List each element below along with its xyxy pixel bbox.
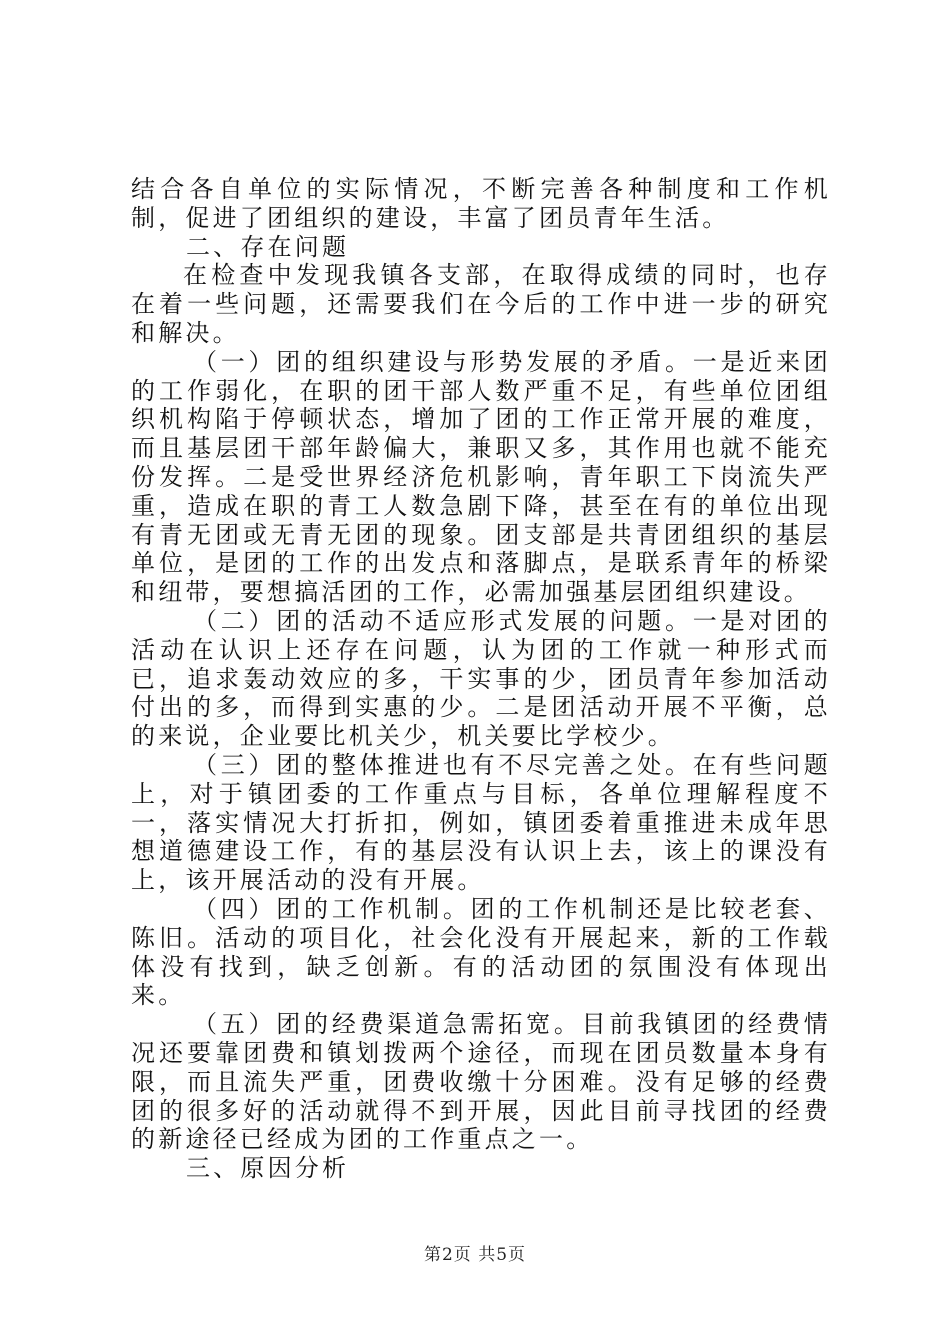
page-number-footer: 第2页 共5页 — [423, 1245, 527, 1265]
document-body — [131, 175, 831, 1183]
section-heading-problems: 二、存在问题 — [186, 232, 350, 261]
paragraph-problem-4: （四）团的工作机制。团的工作机制还是比较老套、陈旧。活动的项目化，社会化没有开展起来，新的工作载体没有找到，缺乏创新。有的活动团的氛围没有体现出来。 — [131, 894, 831, 1010]
section-heading-causes: 三、原因分析 — [186, 1154, 350, 1183]
paragraph-problem-2: （二）团的活动不适应形式发展的问题。一是对团的活动在认识上还存在问题，认为团的工作就一种形式而已，追求轰动效应的多，干实事的少，团员青年参加活动付出的多，而得到实惠的少。二是团活动开展不平衡，总的来说，企业要比机关少，机关要比学校少。 — [131, 606, 831, 751]
paragraph-problem-1: （一）团的组织建设与形势发展的矛盾。一是近来团的工作弱化，在职的团干部人数严重不足，有些单位团组织机构陷于停顿状态，增加了团的工作正常开展的难度，而且基层团干部年龄偏大，兼职又多，其作用也就不能充份发挥。二是受世界经济危机影响，青年职工下岗流失严重，造成在职的青工人数急剧下降，甚至在有的单位出现有青无团或无青无团的现象。团支部是共青团组织的基层单位，是团的工作的出发点和落脚点，是联系青年的桥梁和纽带，要想搞活团的工作，必需加强基层团组织建设。 — [131, 347, 831, 607]
paragraph-problem-3: （三）团的整体推进也有不尽完善之处。在有些问题上，对于镇团委的工作重点与目标，各单位理解程度不一，落实情况大打折扣，例如，镇团委着重推进未成年思想道德建设工作，有的基层没有认识上去，该上的课没有上，该开展活动的没有开展。 — [131, 750, 831, 895]
paragraph-continuation: 结合各自单位的实际情况，不断完善各种制度和工作机制，促进了团组织的建设，丰富了团员青年生活。 — [131, 175, 831, 232]
paragraph-intro-problems: 在检查中发现我镇各支部，在取得成绩的同时，也存在着一些问题，还需要我们在今后的工作中进一步的研究和解决。 — [131, 261, 831, 347]
paragraph-problem-5: （五）团的经费渠道急需拓宽。目前我镇团的经费情况还要靠团费和镇划拨两个途径，而现在团员数量本身有限，而且流失严重，团费收缴十分困难。没有足够的经费团的很多好的活动就得不到开展，因此目前寻找团的经费的新途径已经成为团的工作重点之一。 — [131, 1010, 831, 1154]
